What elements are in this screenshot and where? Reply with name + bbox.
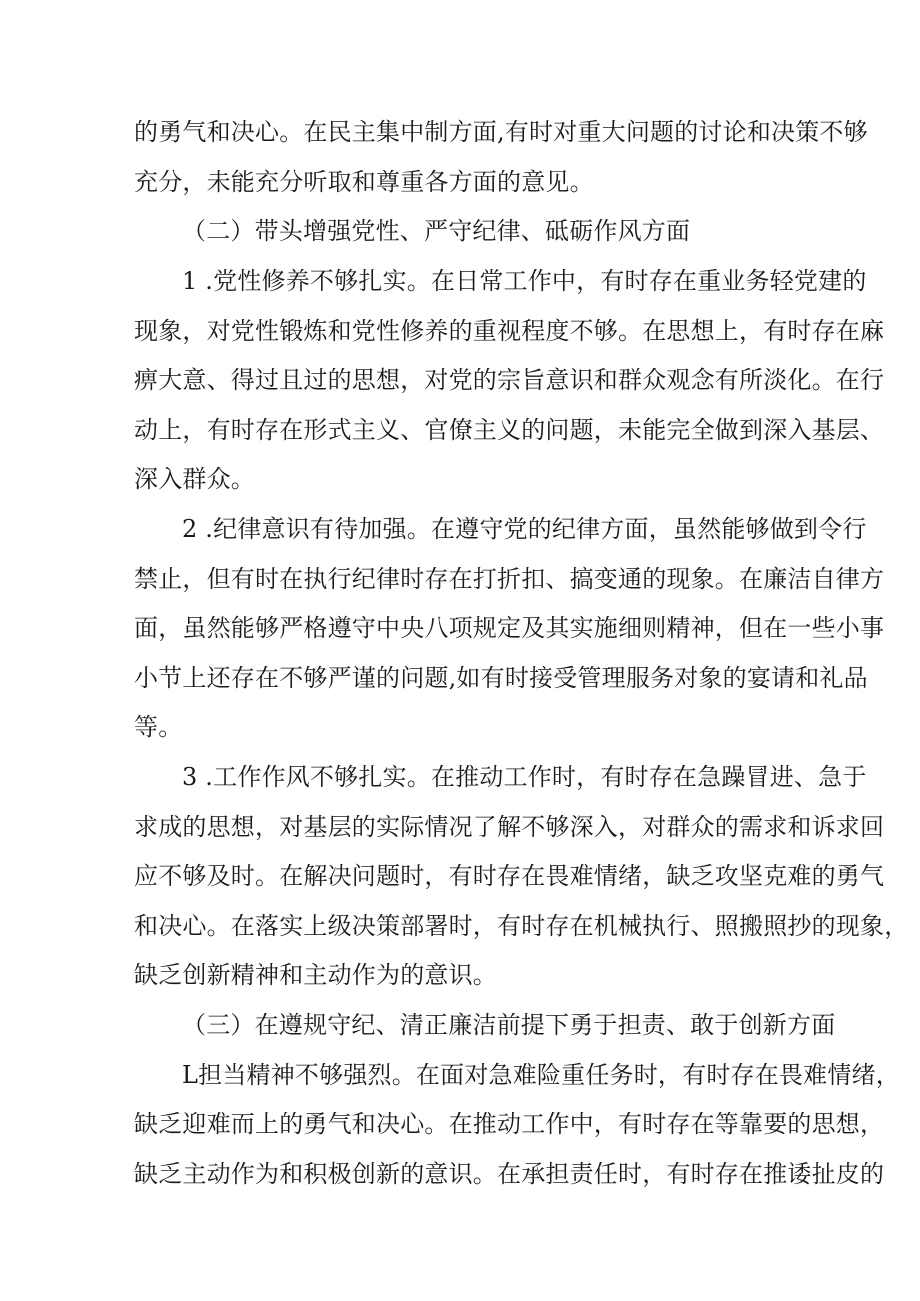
paragraph-line: 痹大意、得过且过的思想，对党的宗旨意识和群众观念有所淡化。在行 — [134, 366, 885, 394]
paragraph-line: 1 .党性修养不够扎实。在日常工作中，有时存在重业务轻党建的 — [182, 267, 867, 295]
paragraph-line: 应不够及时。在解决问题时，有时存在畏难情绪，缺乏攻坚克难的勇气 — [134, 862, 885, 890]
paragraph-line: 缺乏迎难而上的勇气和决心。在推动工作中，有时存在等靠要的思想， — [134, 1110, 885, 1138]
paragraph-line: 3 .工作作风不够扎实。在推动工作时，有时存在急躁冒进、急于 — [182, 763, 867, 791]
paragraph-line: 面，虽然能够严格遵守中央八项规定及其实施细则精神，但在一些小事 — [134, 614, 885, 642]
paragraph-line: 等。 — [134, 713, 183, 741]
paragraph-line: 和决心。在落实上级决策部署时，有时存在机械执行、照搬照抄的现象， — [134, 912, 909, 940]
paragraph-line: 的勇气和决心。在民主集中制方面,有时对重大问题的讨论和决策不够 — [134, 118, 868, 146]
paragraph-line: 2 .纪律意识有待加强。在遵守党的纪律方面，虽然能够做到令行 — [182, 515, 867, 543]
paragraph-line: L担当精神不够强烈。在面对急难险重任务时，有时存在畏难情绪， — [182, 1061, 900, 1089]
section-heading-2: （二）带头增强党性、严守纪律、砥砺作风方面 — [182, 217, 691, 245]
paragraph-line: 缺乏主动作为和积极创新的意识。在承担责任时，有时存在推诿扯皮的 — [134, 1160, 885, 1188]
paragraph-line: 缺乏创新精神和主动作为的意识。 — [134, 961, 497, 989]
paragraph-line: 现象，对党性锻炼和党性修养的重视程度不够。在思想上，有时存在麻 — [134, 317, 885, 345]
paragraph-line: 动上，有时存在形式主义、官僚主义的问题，未能完全做到深入基层、 — [134, 416, 885, 444]
paragraph-line: 求成的思想，对基层的实际情况了解不够深入，对群众的需求和诉求回 — [134, 813, 885, 841]
paragraph-line: 充分，未能充分听取和尊重各方面的意见。 — [134, 168, 594, 196]
section-heading-3: （三）在遵规守纪、清正廉洁前提下勇于担责、敢于创新方面 — [182, 1011, 836, 1039]
paragraph-line: 小节上还存在不够严谨的问题,如有时接受管理服务对象的宴请和礼品 — [134, 664, 868, 692]
paragraph-line: 禁止，但有时在执行纪律时存在打折扣、搞变通的现象。在廉洁自律方 — [134, 565, 885, 593]
paragraph-line: 深入群众。 — [134, 465, 255, 493]
